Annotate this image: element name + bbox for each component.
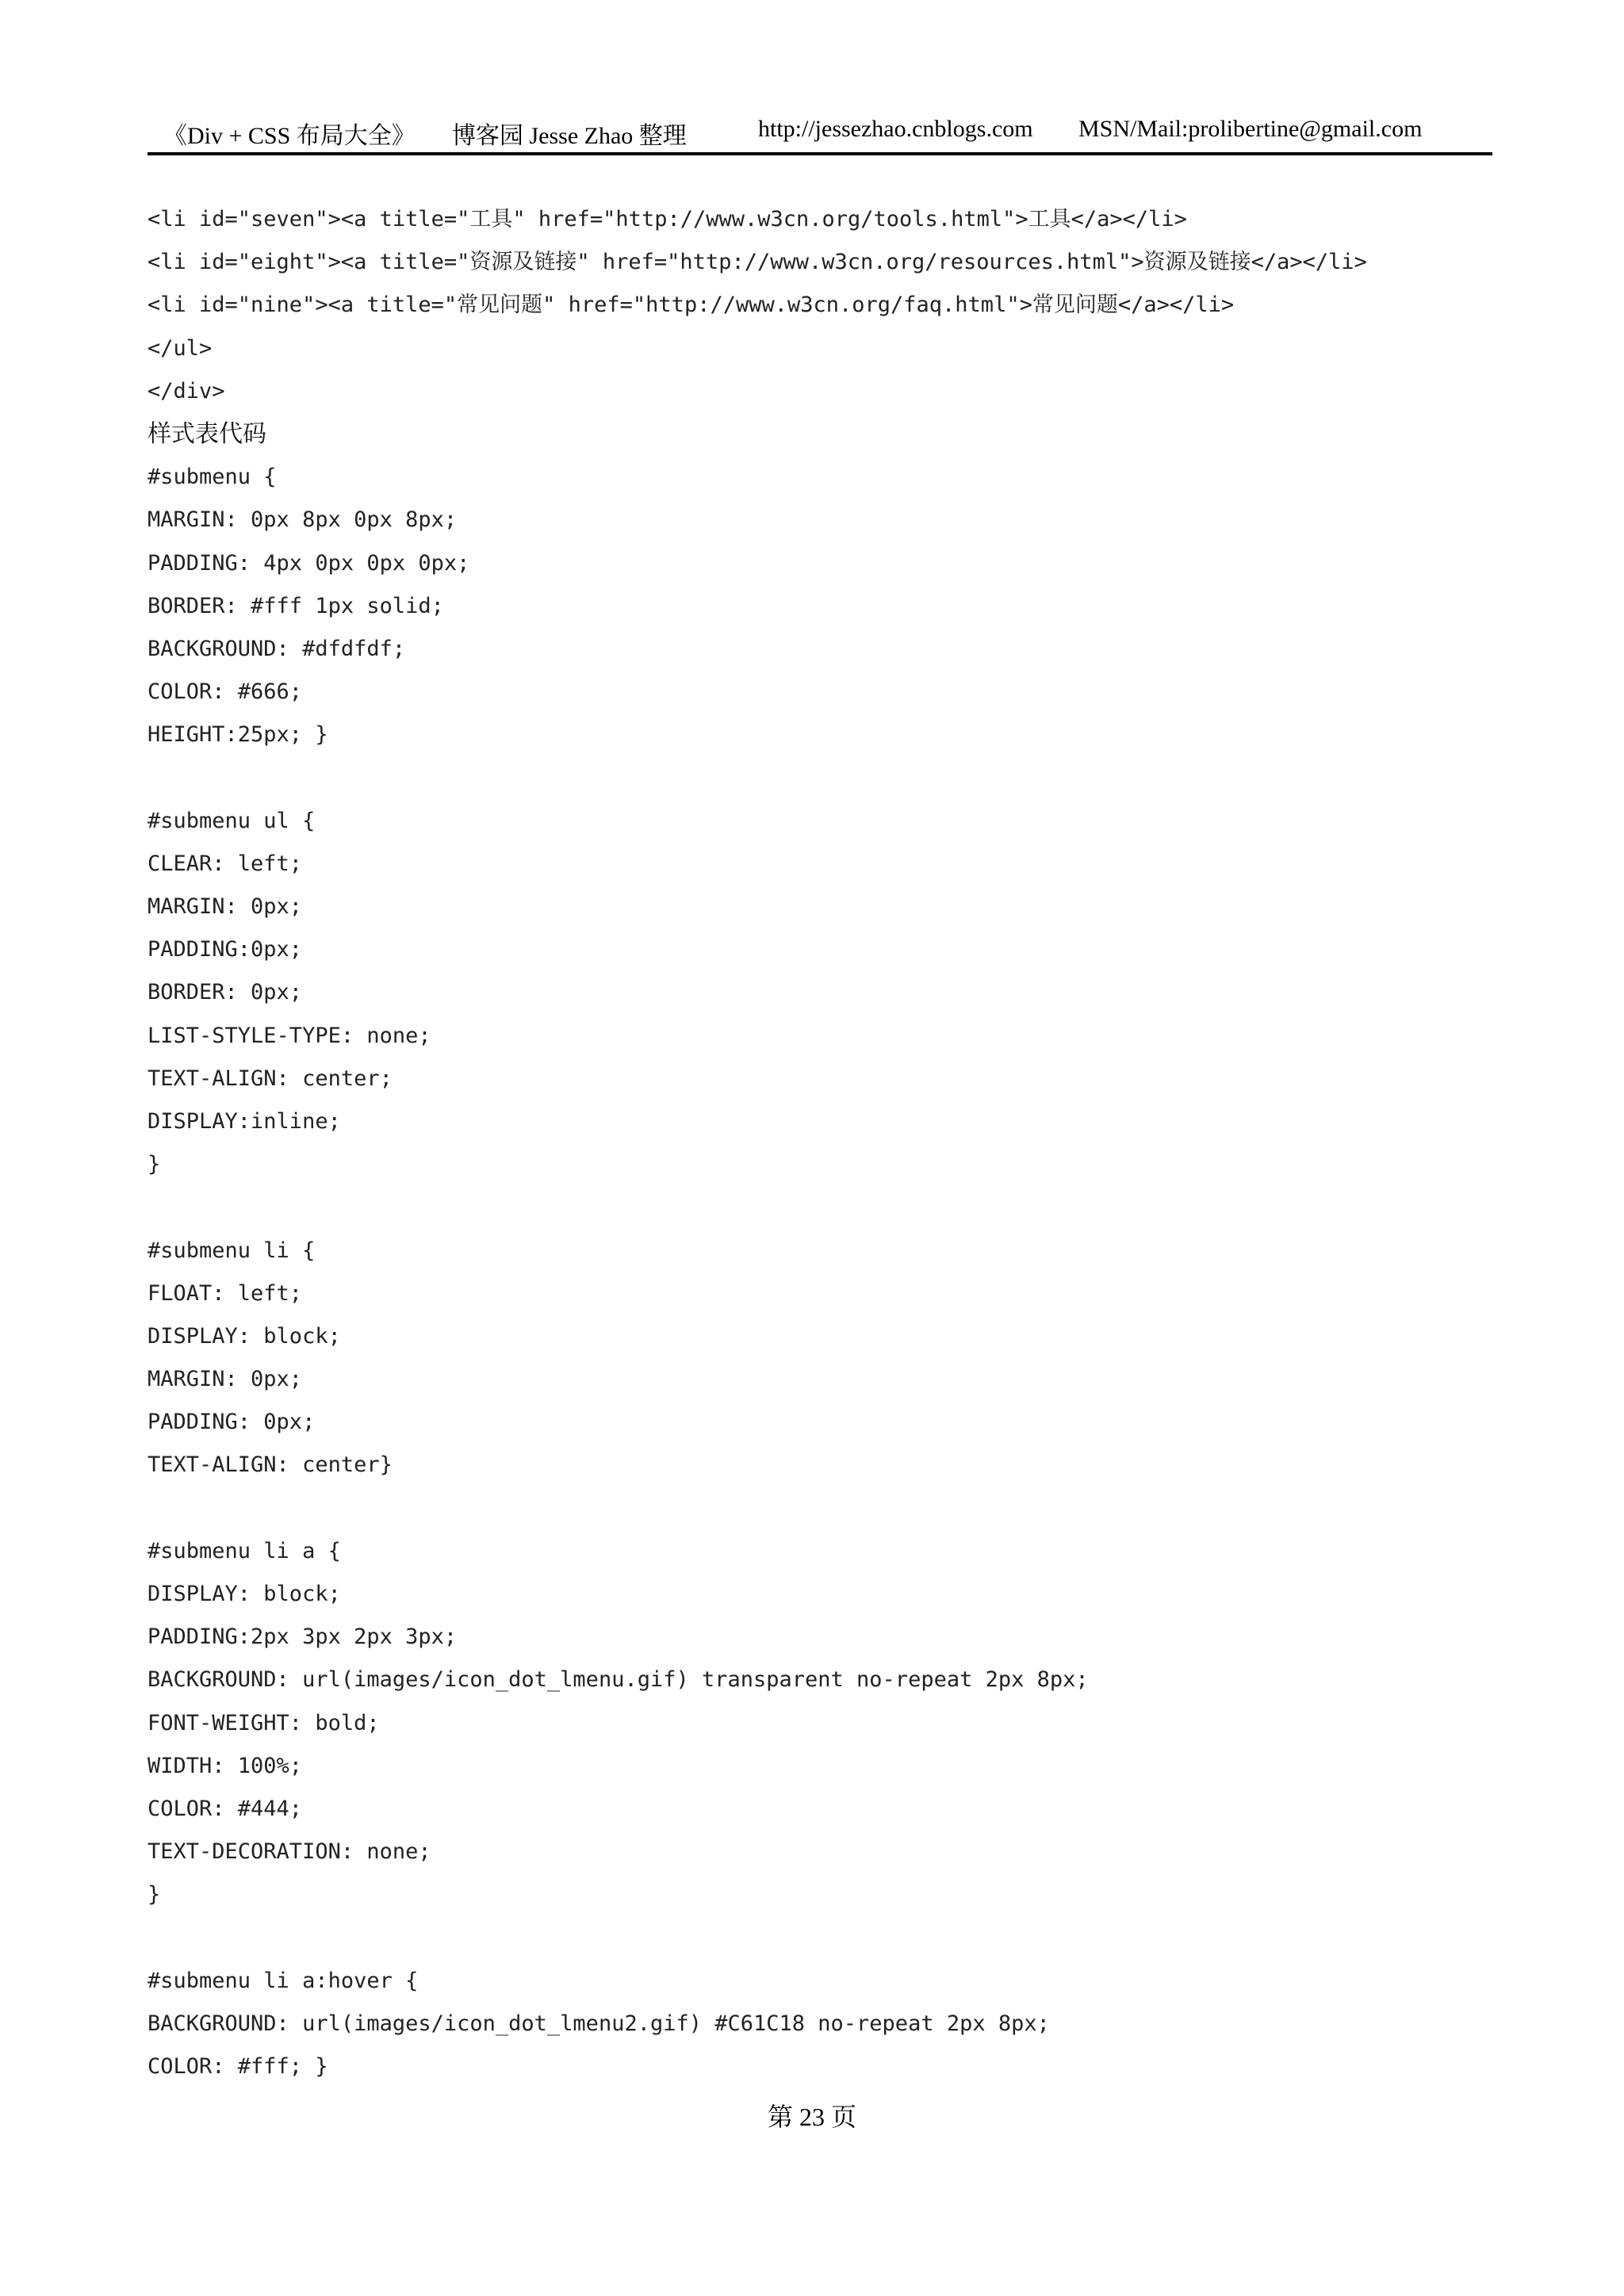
code-line: FLOAT: left; [147,1280,303,1306]
code-line: PADDING:2px 3px 2px 3px; [147,1624,458,1650]
section-label: 样式表代码 [147,419,266,448]
code-line: #submenu li a { [147,1538,341,1563]
blank-line [147,756,1496,799]
code-line: #submenu ul { [147,808,316,833]
code-line: <li id="seven"><a title="工具" href="http://www.w3cn.org/tools.html">工具</a></li> [147,207,1187,232]
code-line: COLOR: #444; [147,1796,303,1821]
page-header [147,111,1492,155]
code-line: DISPLAY: block; [147,1582,341,1606]
code-line: #submenu li { [147,1238,316,1263]
code-line: DISPLAY:inline; [147,1108,341,1134]
blank-line [147,1186,1496,1229]
code-line: FONT-WEIGHT: bold; [147,1710,380,1735]
code-line: TEXT-DECORATION: none; [147,1839,431,1865]
code-line: LIST-STYLE-TYPE: none; [147,1023,431,1048]
code-line: </ul> [147,335,213,361]
code-line: COLOR: #666; [147,679,303,705]
code-line: BACKGROUND: url(images/icon_dot_lmenu.gif) transparent no-repeat 2px 8px; [147,1667,1089,1693]
code-line: BACKGROUND: #dfdfdf; [147,636,406,661]
code-line: #submenu { [147,465,277,490]
code-line: COLOR: #fff; } [147,2054,328,2080]
code-line: PADDING:0px; [147,937,303,962]
code-line: WIDTH: 100%; [147,1753,303,1778]
code-line: HEIGHT:25px; } [147,722,328,748]
code-listing [147,198,1496,2088]
code-line: TEXT-ALIGN: center; [147,1066,393,1091]
code-line: </div> [147,378,225,404]
header-author: 博客园 Jesse Zhao 整理 [452,123,687,149]
code-line: <li id="eight"><a title="资源及链接" href="http://www.w3cn.org/resources.html">资源及链接</a></li> [147,250,1367,275]
code-line: CLEAR: left; [147,851,303,876]
code-line: } [147,1882,161,1908]
code-line: <li id="nine"><a title="常见问题" href="http://www.w3cn.org/faq.html">常见问题</a></li> [147,293,1235,318]
blank-line [147,1487,1496,1530]
blank-line [147,1917,1496,1960]
code-line: PADDING: 4px 0px 0px 0px; [147,550,470,576]
code-line: BACKGROUND: url(images/icon_dot_lmenu2.gif) #C61C18 no-repeat 2px 8px; [147,2011,1050,2036]
code-line: BORDER: #fff 1px solid; [147,593,444,618]
code-line: } [147,1152,161,1177]
code-line: MARGIN: 0px; [147,894,303,919]
header-contact: MSN/Mail:prolibertine@gmail.com [1078,116,1423,142]
page-number: 第 23 页 [767,2103,856,2131]
code-line: TEXT-ALIGN: center} [147,1452,393,1478]
code-line: DISPLAY: block; [147,1323,341,1349]
code-line: MARGIN: 0px 8px 0px 8px; [147,507,458,533]
code-line: BORDER: 0px; [147,980,303,1005]
code-line: MARGIN: 0px; [147,1367,303,1392]
code-line: #submenu li a:hover { [147,1968,419,1993]
code-line: PADDING: 0px; [147,1410,316,1435]
header-url: http://jessezhao.cnblogs.com [758,116,1033,142]
header-book-title: 《Div + CSS 布局大全》 [163,123,416,149]
